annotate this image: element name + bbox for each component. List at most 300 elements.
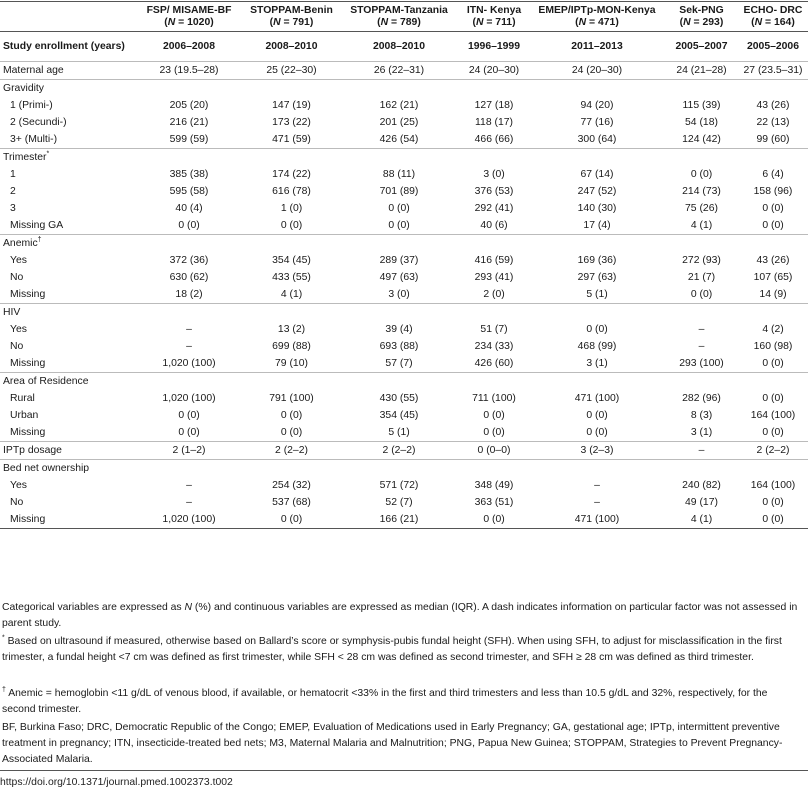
- table-cell: 0 (0): [178, 409, 200, 421]
- footnote-general-symbol: N: [184, 602, 193, 613]
- table-cell: [244, 373, 339, 391]
- table-cell: 77 (16): [580, 116, 614, 128]
- column-count-part: ): [512, 17, 516, 28]
- table-cell: 272 (93): [682, 254, 721, 266]
- table-cell: 201 (25): [379, 116, 419, 128]
- table-cell: 5 (1): [388, 426, 410, 438]
- table-cell: 3 (2–3): [529, 442, 665, 460]
- row-label: [0, 494, 134, 511]
- table-cell: 0 (0): [280, 426, 303, 438]
- table-row: [0, 80, 808, 98]
- column-count-part: (: [164, 17, 168, 28]
- doi-link[interactable]: https://doi.org/10.1371/journal.pmed.1002373.t002: [0, 777, 233, 788]
- table-cell: 0 (0): [762, 392, 784, 404]
- column-count-part: (: [472, 17, 476, 28]
- table-cell: 293 (100): [679, 357, 724, 369]
- table-cell: 205 (20): [169, 99, 209, 111]
- row-label-text: IPTp dosage: [3, 444, 62, 456]
- table-cell: 240 (82): [682, 479, 721, 491]
- column-name: Sek-PNG: [679, 5, 724, 16]
- table-cell: 40 (4): [175, 202, 203, 214]
- table-cell: –: [665, 442, 738, 460]
- column-count: [532, 17, 662, 29]
- table-cell: 88 (11): [382, 168, 416, 180]
- row-label: [0, 407, 134, 424]
- table-cell: 571 (72): [379, 479, 419, 491]
- column-count-part: ): [791, 17, 795, 28]
- table-cell: 5 (1): [586, 288, 608, 300]
- table-cell: 1,020 (100): [162, 357, 216, 369]
- table-row: [0, 407, 808, 424]
- column-count-part: N: [273, 17, 281, 28]
- table-cell: 595 (58): [169, 185, 209, 197]
- footnote-star-text: Based on ultrasound if measured, otherwise based on Ballard’s score or symphysis-pubis fundal height (SFH). When using SFH, to adjust for misclassification in the first trimester, a fundal height <7 cm was defined as first trimester, while SFH < 28 cm was defined as second trimester, and SFH ≥ 28 cm was defined as third trimester.: [2, 636, 782, 663]
- table-cell: 0 (0): [762, 357, 784, 369]
- table-cell: 599 (59): [169, 133, 209, 145]
- column-count: [668, 17, 735, 29]
- row-label-text: Anemic: [3, 237, 38, 249]
- row-label: [0, 373, 134, 391]
- column-name: STOPPAM-Tanzania: [350, 5, 448, 16]
- column-name: FSP/ MISAME-BF: [146, 5, 232, 16]
- column-count-part: 164: [774, 17, 792, 28]
- table-cell: 363 (51): [474, 496, 514, 508]
- table-cell: [339, 149, 459, 167]
- table-cell: 24 (21–28): [665, 62, 738, 80]
- table-cell: 2 (2–2): [738, 442, 808, 460]
- table-cell: 0 (0): [388, 219, 410, 231]
- column-count-part: =: [586, 17, 598, 28]
- column-name: STOPPAM-Benin: [250, 5, 333, 16]
- table-cell: [738, 235, 808, 253]
- table-cell: 0 (0): [178, 426, 200, 438]
- table-cell: 0 (0): [280, 409, 303, 421]
- table-cell: 234 (33): [474, 340, 514, 352]
- row-label: [0, 511, 134, 529]
- table-cell: 21 (7): [687, 271, 716, 283]
- table-row: [0, 200, 808, 217]
- table-cell: 94 (20): [580, 99, 614, 111]
- column-count-part: N: [475, 17, 484, 28]
- column-count-part: ): [309, 17, 314, 28]
- table-cell: 0 (0): [586, 409, 608, 421]
- table-cell: 2005–2007: [665, 32, 738, 62]
- row-label: [0, 80, 134, 98]
- table-cell: 0 (0): [483, 409, 505, 421]
- column-count-part: ): [615, 17, 619, 28]
- table-cell: 2006–2008: [134, 32, 244, 62]
- table-cell: 537 (68): [272, 496, 311, 508]
- column-count: [741, 17, 805, 29]
- table-cell: 13 (2): [277, 323, 306, 335]
- row-label-text: Bed net ownership: [3, 462, 90, 474]
- header-row: [0, 2, 808, 32]
- table-cell: 79 (10): [275, 357, 308, 369]
- row-label-text: Trimester: [3, 151, 47, 163]
- column-count-part: =: [280, 17, 293, 28]
- footnote-mark: *: [46, 150, 50, 158]
- table-cell: 49 (17): [685, 496, 718, 508]
- table-cell: 51 (7): [480, 323, 508, 335]
- row-label-text: No: [10, 271, 24, 283]
- column-count-part: (: [269, 17, 274, 28]
- table-cell: 147 (19): [272, 99, 311, 111]
- corner-cell: [0, 2, 134, 32]
- table-cell: 3 (1): [690, 426, 713, 438]
- row-label-text: No: [10, 340, 24, 352]
- row-label-text: Rural: [10, 392, 35, 404]
- table-cell: [738, 304, 808, 322]
- table-row: [0, 477, 808, 494]
- table-cell: [134, 373, 244, 391]
- table-cell: [529, 460, 665, 478]
- table-cell: [134, 304, 244, 322]
- table-cell: 43 (26): [756, 99, 790, 111]
- table-cell: 711 (100): [472, 392, 516, 404]
- table-cell: 160 (98): [753, 340, 793, 352]
- table-cell: 354 (45): [379, 409, 419, 421]
- table-cell: [529, 80, 665, 98]
- row-label-text: Missing: [10, 288, 46, 300]
- table-cell: 1,020 (100): [134, 511, 244, 529]
- column-count-part: =: [690, 17, 703, 28]
- row-label-text: Missing GA: [10, 219, 64, 231]
- table-cell: 27 (23.5–31): [738, 62, 808, 80]
- table-cell: 158 (96): [753, 185, 793, 197]
- row-label: [0, 390, 134, 407]
- column-count-part: 789: [400, 17, 418, 28]
- row-label-text: Missing: [10, 357, 46, 369]
- row-label: [0, 321, 134, 338]
- table-cell: [244, 235, 339, 253]
- table-cell: 433 (55): [272, 271, 311, 283]
- table-cell: 699 (88): [272, 340, 311, 352]
- column-name: ECHO- DRC: [743, 5, 803, 16]
- row-label-text: 3: [10, 202, 16, 214]
- column-count-part: =: [483, 17, 496, 28]
- table-cell: 1,020 (100): [162, 392, 216, 404]
- table-cell: 22 (13): [756, 116, 790, 128]
- column-header-0: [134, 2, 244, 32]
- column-count: [247, 17, 336, 29]
- table-cell: 0 (0): [762, 426, 784, 438]
- table-cell: 791 (100): [269, 392, 314, 404]
- column-count-part: N: [167, 17, 176, 28]
- column-count-part: N: [683, 17, 691, 28]
- column-count-part: (: [679, 17, 684, 28]
- table-cell: 0 (0): [280, 219, 303, 231]
- row-label: [0, 183, 134, 200]
- table-cell: 376 (53): [474, 185, 514, 197]
- row-label: [0, 166, 134, 183]
- table-cell: 57 (7): [385, 357, 413, 369]
- table-cell: –: [186, 479, 192, 491]
- table-cell: [244, 149, 339, 167]
- table-cell: 2 (2–2): [339, 442, 459, 460]
- column-header-1: [244, 2, 339, 32]
- table-cell: [459, 235, 529, 253]
- table-row: [0, 131, 808, 149]
- column-count-part: =: [175, 17, 188, 28]
- table-cell: 293 (41): [474, 271, 514, 283]
- table-cell: 0 (0): [244, 511, 339, 529]
- footnote-star-mark: *: [2, 634, 5, 642]
- table-cell: 0 (0): [586, 426, 608, 438]
- table-cell: 174 (22): [272, 168, 311, 180]
- column-header-4: [529, 2, 665, 32]
- table-cell: 292 (41): [474, 202, 514, 214]
- row-label-text: HIV: [3, 306, 21, 318]
- table-row: [0, 32, 808, 62]
- table-cell: [665, 304, 738, 322]
- table-cell: 2 (0): [483, 288, 505, 300]
- column-count-part: 791: [292, 17, 310, 28]
- table-row: [0, 424, 808, 442]
- footnote-mark: †: [37, 236, 42, 244]
- table-cell: [459, 460, 529, 478]
- table-cell: [738, 149, 808, 167]
- table-cell: 616 (78): [272, 185, 311, 197]
- table-row: [0, 286, 808, 304]
- table-cell: 430 (55): [379, 392, 419, 404]
- table-row: [0, 338, 808, 355]
- footnote-abbreviations: BF, Burkina Faso; DRC, Democratic Republic of the Congo; EMEP, Evaluation of Medications used in Early Pregnancy; GA, gestational age; IPTp, intermittent preventive treatment in pregnancy; ITN, insecticide-treated bed nets; M3, Maternal Malaria and Malnutrition; PNG, Papua New Guinea; STOPPAM, Strategies to Prevent Pregnancy-Associated Malaria.: [2, 722, 783, 765]
- column-name: EMEP/IPTp-MON-Kenya: [538, 5, 656, 16]
- table-row: [0, 460, 808, 478]
- column-count-part: ): [719, 17, 724, 28]
- table-cell: 40 (6): [480, 219, 508, 231]
- table-row: [0, 235, 808, 253]
- table-cell: 416 (59): [474, 254, 514, 266]
- table-cell: 54 (18): [685, 116, 718, 128]
- row-label-text: Urban: [10, 409, 39, 421]
- table-cell: [529, 304, 665, 322]
- column-count-part: (: [751, 17, 755, 28]
- table-cell: [459, 149, 529, 167]
- table-cell: 348 (49): [474, 479, 514, 491]
- table-cell: 4 (1): [665, 511, 738, 529]
- row-label-text: Area of Residence: [3, 375, 89, 387]
- table-cell: –: [594, 479, 600, 491]
- table-cell: 52 (7): [385, 496, 413, 508]
- column-count-part: (: [377, 17, 381, 28]
- table-cell: 385 (38): [169, 168, 209, 180]
- table-cell: [529, 373, 665, 391]
- row-label-text: Missing: [10, 513, 46, 525]
- table-row: [0, 355, 808, 373]
- table-cell: [339, 80, 459, 98]
- footnote-trimester: [2, 634, 802, 666]
- table-cell: 354 (45): [272, 254, 311, 266]
- row-label: [0, 114, 134, 131]
- table-cell: [134, 460, 244, 478]
- table-cell: 26 (22–31): [339, 62, 459, 80]
- table-cell: [339, 235, 459, 253]
- table-cell: 426 (60): [474, 357, 514, 369]
- row-label: [0, 269, 134, 286]
- table-cell: 18 (2): [175, 288, 203, 300]
- table-row: [0, 97, 808, 114]
- row-label-text: 2: [10, 185, 16, 197]
- table-cell: 701 (89): [379, 185, 419, 197]
- footnote-general-text-c: (%) and continuous variables are expressed as median (IQR). A dash indicates information on particular factor was not assessed in parent study.: [2, 602, 798, 629]
- table-cell: 17 (4): [583, 219, 611, 231]
- row-label: [0, 477, 134, 494]
- table-cell: 14 (9): [759, 288, 787, 300]
- column-header-6: [738, 2, 808, 32]
- table-cell: [459, 304, 529, 322]
- column-count-part: ): [417, 17, 421, 28]
- table-cell: 1 (0): [280, 202, 303, 214]
- table-cell: 0 (0): [738, 511, 808, 529]
- table-cell: [529, 149, 665, 167]
- column-header-2: [339, 2, 459, 32]
- table-row: [0, 304, 808, 322]
- table-row: [0, 183, 808, 200]
- table-cell: 0 (0): [690, 168, 713, 180]
- table-cell: [529, 235, 665, 253]
- table-cell: 1996–1999: [459, 32, 529, 62]
- table-cell: 169 (36): [577, 254, 617, 266]
- table-cell: 471 (100): [574, 392, 620, 404]
- table-cell: 0 (0): [762, 496, 784, 508]
- table-header: [0, 2, 808, 32]
- table-cell: 468 (99): [577, 340, 617, 352]
- table-cell: 2 (2–2): [244, 442, 339, 460]
- table-cell: 2 (1–2): [134, 442, 244, 460]
- table-cell: –: [698, 340, 705, 352]
- row-label-text: 2 (Secundi-): [10, 116, 67, 128]
- table-cell: 0 (0): [459, 511, 529, 529]
- table-cell: 300 (64): [577, 133, 617, 145]
- footnote-dagger-text: Anemic = hemoglobin <11 g/dL of venous blood, if available, or hematocrit <33% in the first and third trimesters and less than 10.5 g/dL and 32%, respectively, for the second trimester.: [2, 688, 768, 715]
- table-row: [0, 114, 808, 131]
- table-cell: 2008–2010: [339, 32, 459, 62]
- table-cell: [665, 149, 738, 167]
- column-count-part: ): [210, 17, 214, 28]
- row-label-text: Yes: [10, 323, 27, 335]
- table-row: [0, 62, 808, 80]
- table-cell: 0 (0): [483, 426, 505, 438]
- row-label: [0, 131, 134, 149]
- table-cell: [665, 373, 738, 391]
- table-cell: 2011–2013: [529, 32, 665, 62]
- table-row: [0, 494, 808, 511]
- table-cell: 471 (100): [529, 511, 665, 529]
- row-label: [0, 62, 134, 80]
- row-label: [0, 424, 134, 442]
- row-label: [0, 97, 134, 114]
- table-cell: 297 (63): [577, 271, 617, 283]
- table-cell: 0 (0): [762, 219, 784, 231]
- table-cell: 0 (0): [762, 202, 784, 214]
- row-label-text: Yes: [10, 254, 27, 266]
- table-row: [0, 321, 808, 338]
- table-cell: 75 (26): [685, 202, 718, 214]
- table-cell: 6 (4): [762, 168, 784, 180]
- table-cell: [134, 149, 244, 167]
- row-label-text: No: [10, 496, 24, 508]
- column-count-part: N: [578, 17, 587, 28]
- row-label: [0, 286, 134, 304]
- table-row: [0, 149, 808, 167]
- row-label: [0, 460, 134, 478]
- table-cell: 254 (32): [272, 479, 311, 491]
- row-label: [0, 200, 134, 217]
- row-label: [0, 304, 134, 322]
- row-label: [0, 355, 134, 373]
- table-cell: [339, 373, 459, 391]
- table-row: [0, 390, 808, 407]
- row-label-text: Missing: [10, 426, 46, 438]
- row-label: [0, 32, 134, 62]
- table-cell: [244, 460, 339, 478]
- column-count-part: N: [754, 17, 763, 28]
- footnote-general-text-a: Categorical variables are expressed as: [2, 602, 185, 613]
- table-cell: 0 (0): [178, 219, 200, 231]
- table-cell: 0 (0): [586, 323, 608, 335]
- table-cell: 0 (0): [388, 202, 410, 214]
- table-cell: [244, 304, 339, 322]
- table-cell: 162 (21): [379, 99, 419, 111]
- table-cell: 24 (20–30): [459, 62, 529, 80]
- row-label-text: Gravidity: [3, 82, 44, 94]
- table-cell: 8 (3): [690, 409, 713, 421]
- row-label: [0, 338, 134, 355]
- table-cell: 3 (0): [388, 288, 410, 300]
- study-characteristics-table: [0, 1, 808, 529]
- table-cell: [134, 80, 244, 98]
- table-cell: –: [186, 340, 192, 352]
- table-cell: 216 (21): [169, 116, 209, 128]
- row-label: [0, 252, 134, 269]
- table-cell: 124 (42): [682, 133, 721, 145]
- table-cell: –: [186, 496, 192, 508]
- table-cell: 2008–2010: [244, 32, 339, 62]
- table-cell: –: [186, 323, 192, 335]
- table-row: [0, 269, 808, 286]
- table-cell: 289 (37): [379, 254, 419, 266]
- column-name: ITN- Kenya: [466, 5, 522, 16]
- table-row: [0, 442, 808, 460]
- table-cell: 127 (18): [474, 99, 514, 111]
- column-count-part: 293: [702, 17, 720, 28]
- column-count-part: =: [762, 17, 774, 28]
- table-cell: [134, 235, 244, 253]
- doi-link-row: [0, 770, 808, 788]
- row-label: [0, 217, 134, 235]
- table-cell: 164 (100): [750, 409, 796, 421]
- row-label-text: Study enrollment (years): [3, 40, 125, 52]
- table-cell: 247 (52): [577, 185, 617, 197]
- table-row: [0, 511, 808, 529]
- table-cell: 2005–2006: [738, 32, 808, 62]
- table-cell: 99 (60): [756, 133, 790, 145]
- column-count-part: =: [388, 17, 400, 28]
- column-count-part: N: [380, 17, 389, 28]
- footnote-anemic: [2, 686, 802, 718]
- table-cell: [738, 460, 808, 478]
- table-cell: –: [594, 496, 600, 508]
- column-header-5: [665, 2, 738, 32]
- table-cell: [665, 235, 738, 253]
- table-row: [0, 373, 808, 391]
- table-cell: [459, 80, 529, 98]
- table-cell: [665, 80, 738, 98]
- table-cell: [738, 373, 808, 391]
- table-cell: 4 (1): [280, 288, 303, 300]
- table-cell: 214 (73): [682, 185, 721, 197]
